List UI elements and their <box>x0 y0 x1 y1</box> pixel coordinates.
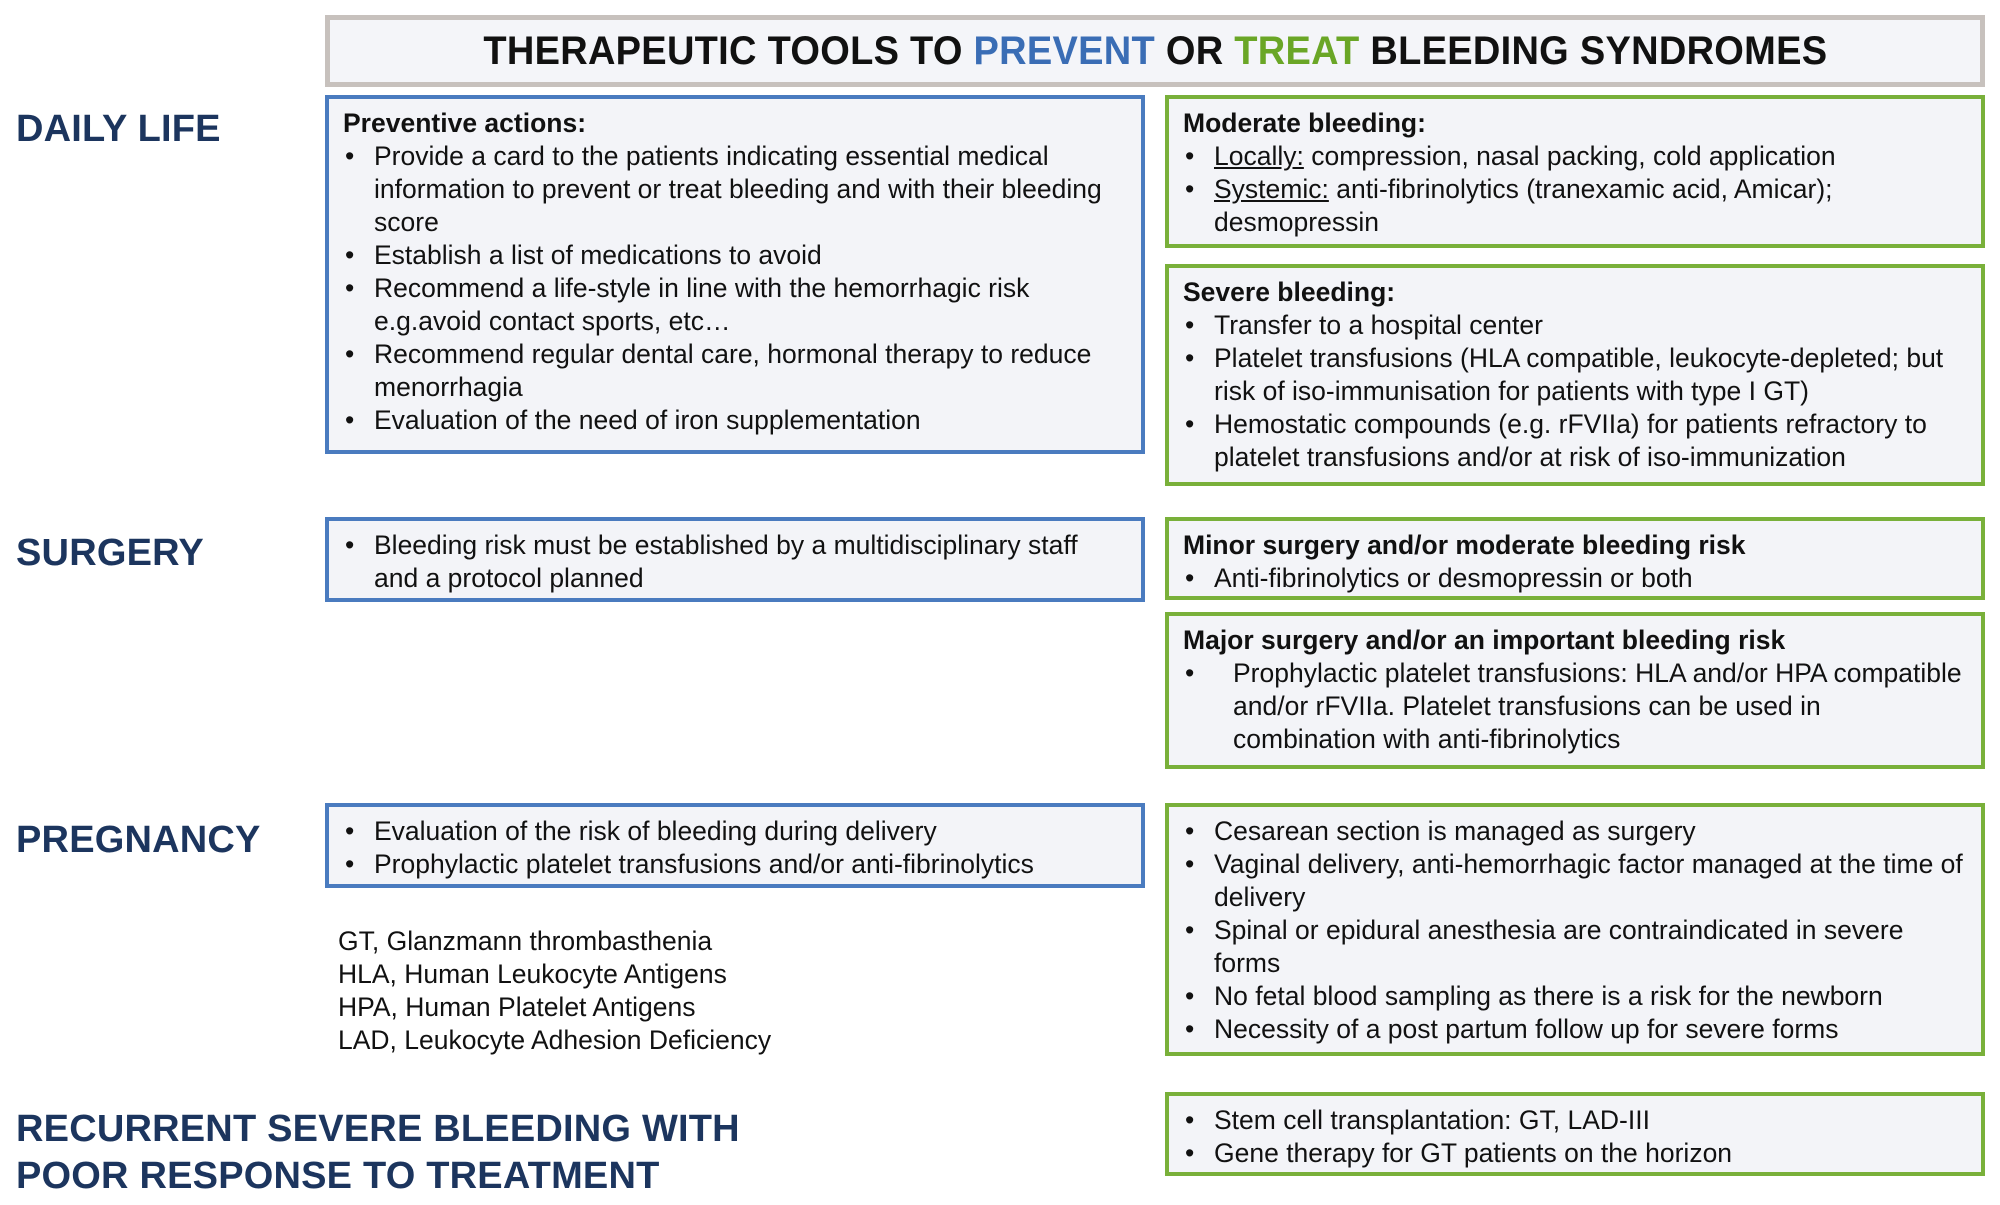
bullet-list <box>1183 562 1967 595</box>
list-item: • Establish a list of medications to avoid <box>343 239 1127 272</box>
bullet-list <box>1183 1104 1967 1170</box>
bullet-list <box>1183 309 1967 474</box>
section-label-recurrent-line1: RECURRENT SEVERE BLEEDING WITH <box>16 1108 740 1150</box>
list-item: • Transfer to a hospital center <box>1183 309 1967 342</box>
title-prevent-word: PREVENT <box>973 28 1155 73</box>
section-label-recurrent <box>16 1106 740 1200</box>
box-heading: Preventive actions: <box>343 108 587 138</box>
list-item: • Prophylactic platelet transfusions: HLA and/or HPA compatible and/or rFVIIa. Platelet transfusions can be used in combination with anti-fibrinolytics <box>1183 657 1967 756</box>
abbreviation-item: GT, Glanzmann thrombasthenia <box>338 926 713 956</box>
pregnancy-prevent-box <box>325 803 1145 888</box>
title-treat-word: TREAT <box>1233 28 1360 73</box>
abbreviation-item: HPA, Human Platelet Antigens <box>338 992 696 1022</box>
list-item <box>1183 173 1967 239</box>
title-middle: OR <box>1154 28 1234 73</box>
item-label: Systemic: <box>1214 174 1329 204</box>
surgery-treat-major-box <box>1165 612 1985 769</box>
box-heading: Major surgery and/or an important bleeding risk <box>1183 625 1786 655</box>
section-label-surgery: SURGERY <box>16 532 204 574</box>
list-item: • Provide a card to the patients indicating essential medical information to prevent or treat bleeding and with their bleeding score <box>343 140 1127 239</box>
list-item: • Bleeding risk must be established by a multidisciplinary staff and a protocol planned <box>343 529 1127 595</box>
list-item <box>1183 140 1967 173</box>
list-item: • Recommend regular dental care, hormonal therapy to reduce menorrhagia <box>343 338 1127 404</box>
list-item: • Evaluation of the risk of bleeding during delivery <box>343 815 1127 848</box>
section-label-recurrent-line2: POOR RESPONSE TO TREATMENT <box>16 1155 660 1197</box>
item-text: anti-fibrinolytics (tranexamic acid, Amicar); desmopressin <box>1214 174 1840 237</box>
daily-life-treat-severe-box <box>1165 264 1985 486</box>
daily-life-treat-moderate-box <box>1165 95 1985 248</box>
recurrent-treat-box <box>1165 1092 1985 1176</box>
pregnancy-treat-box <box>1165 803 1985 1056</box>
bullet-list <box>1183 657 1967 756</box>
bullet-list <box>343 529 1127 595</box>
item-label: Locally: <box>1214 141 1304 171</box>
list-item: • Prophylactic platelet transfusions and/or anti-fibrinolytics <box>343 848 1127 881</box>
surgery-treat-minor-box <box>1165 517 1985 600</box>
list-item: • Gene therapy for GT patients on the horizon <box>1183 1137 1967 1170</box>
list-item: • Anti-fibrinolytics or desmopressin or both <box>1183 562 1967 595</box>
daily-life-prevent-box <box>325 95 1145 454</box>
list-item: • Evaluation of the need of iron supplementation <box>343 404 1127 437</box>
bullet-list <box>343 140 1127 437</box>
list-item: • Necessity of a post partum follow up for severe forms <box>1183 1013 1967 1046</box>
list-item: • No fetal blood sampling as there is a risk for the newborn <box>1183 980 1967 1013</box>
list-item: • Cesarean section is managed as surgery <box>1183 815 1967 848</box>
title-suffix: BLEEDING SYNDROMES <box>1359 28 1827 73</box>
list-item: • Vaginal delivery, anti-hemorrhagic factor managed at the time of delivery <box>1183 848 1967 914</box>
list-item: • Recommend a life-style in line with the hemorrhagic risk e.g.avoid contact sports, etc… <box>343 272 1127 338</box>
bullet-list <box>343 815 1127 881</box>
title-prefix: THERAPEUTIC TOOLS TO <box>483 28 974 73</box>
list-item: • Platelet transfusions (HLA compatible, leukocyte-depleted; but risk of iso-immunisation for patients with type I GT) <box>1183 342 1967 408</box>
box-heading: Severe bleeding: <box>1183 277 1396 307</box>
page-title <box>483 29 1827 74</box>
abbreviations-legend <box>338 925 771 1057</box>
abbreviation-item: LAD, Leukocyte Adhesion Deficiency <box>338 1025 772 1055</box>
list-item: • Spinal or epidural anesthesia are contraindicated in severe forms <box>1183 914 1967 980</box>
surgery-prevent-box <box>325 517 1145 602</box>
bullet-list <box>1183 140 1967 239</box>
list-item: • Stem cell transplantation: GT, LAD-III <box>1183 1104 1967 1137</box>
section-label-pregnancy: PREGNANCY <box>16 819 261 861</box>
item-text: compression, nasal packing, cold application <box>1303 141 1836 171</box>
title-banner <box>325 15 1985 87</box>
abbreviation-item: HLA, Human Leukocyte Antigens <box>338 959 727 989</box>
section-label-daily-life: DAILY LIFE <box>16 108 221 150</box>
bullet-list <box>1183 815 1967 1046</box>
list-item: • Hemostatic compounds (e.g. rFVIIa) for patients refractory to platelet transfusions and/or at risk of iso-immunization <box>1183 408 1967 474</box>
box-heading: Moderate bleeding: <box>1183 108 1426 138</box>
box-heading: Minor surgery and/or moderate bleeding risk <box>1183 530 1746 560</box>
